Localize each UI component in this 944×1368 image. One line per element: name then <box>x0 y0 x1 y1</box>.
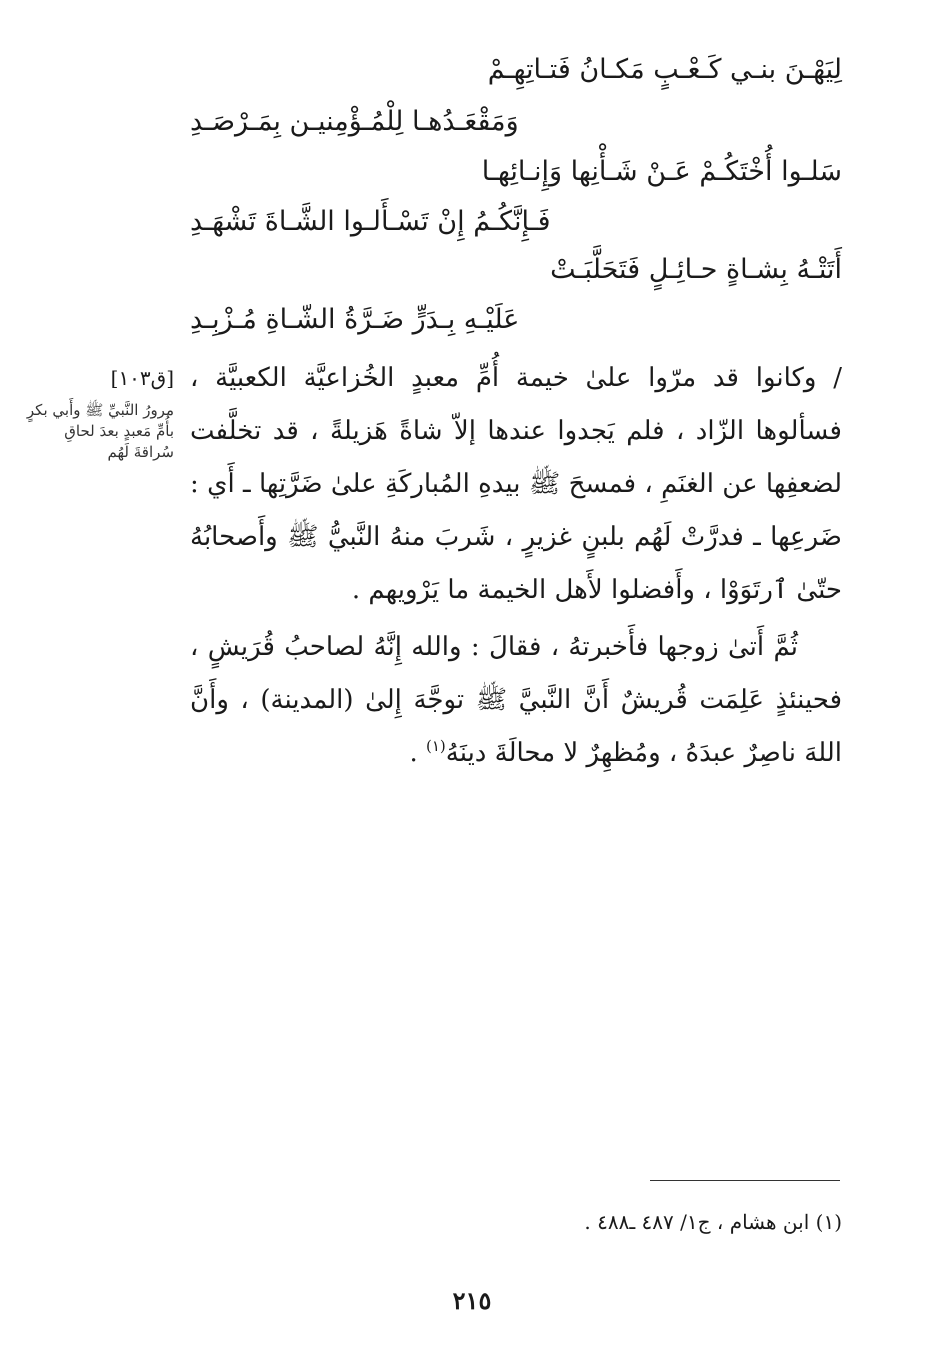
paragraph-2-text: ثُمَّ أَتىٰ زوجها فأَخبرتهُ ، فقالَ : والله إِنَّهُ لصاحبُ قُرَيشٍ ، فحينئذٍ عَلِمَت قُريشٌ أَنَّ النَّبيَّ ﷺ توجَّهَ إِلىٰ (المدينة) ، وأَنَّ اللهَ ناصِرٌ عبدَهُ ، ومُظهِرٌ لا محالَةَ دينَهُ <box>190 632 842 768</box>
verse-line-6: عَلَيْـهِ بِـدَرٍّ ضَـرَّةُ الشّـاةِ مُـزْبِـدِ <box>190 304 520 335</box>
footnote-1: (١) ابن هشام ، ج١/ ٤٨٧ ـ٤٨٨ . <box>584 1210 842 1234</box>
verse-line-5: أَتَتْـهُ بِشـاةٍ حـائِـلٍ فَتَحَلَّبَـتْ <box>550 254 842 285</box>
paragraph-1: / وكانوا قد مرّوا علىٰ خيمة أُمِّ معبدٍ الخُزاعيَّة الكعبيَّة ، فسألوها الزّاد ، فلم يَجدوا عندها إلاّ شاةً هَزيلةً ، قد تخلَّفت لضعفِها عن الغنَمِ ، فمسحَ ﷺ بيدهِ المُباركَةِ علىٰ ضَرَّتِها ـ أَي : ضَرعِها ـ فدرَّتْ لَهُم بلبنٍ غزيرٍ ، شَربَ منهُ النَّبيُّ ﷺ وأَصحابُهُ حتّىٰ ٱرتَوَوْا ، وأَفضلوا لأَهل الخيمة ما يَرْويهم . <box>190 363 842 605</box>
margin-note: مرورُ النَّبيِّ ﷺ وأَبي بكرٍ بأُمِّ مَعبدٍ بعدَ لحاقِ سُراقةَ لَهُم <box>26 401 174 461</box>
verse-line-3: سَلـوا أُخْتَكُـمْ عَـنْ شَـأْنِها وَإِنـائِهـا <box>481 156 842 187</box>
manuscript-folio-ref: [ق١٠٣] <box>110 366 174 390</box>
body-text <box>190 352 842 780</box>
verse-line-4: فَـإِنَّكُـمُ إِنْ تَسْـأَلـوا الشَّـاةَ تَشْهَـدِ <box>190 206 551 237</box>
footnote-marker[interactable]: (١) <box>426 737 446 755</box>
paragraph-2 <box>190 621 842 780</box>
verse-line-2: وَمَقْعَـدُهـا لِلْمُـؤْمِنيـن بِمَـرْصَـدِ <box>190 106 519 137</box>
verse-line-1: لِيَهْـنَ بنـي كَـعْـبٍ مَكـانُ فَتـاتِهِـمْ <box>487 54 842 85</box>
page-number: ٢١٥ <box>452 1286 492 1315</box>
paragraph-2-end: . <box>409 738 426 768</box>
footnote-divider <box>650 1180 840 1181</box>
